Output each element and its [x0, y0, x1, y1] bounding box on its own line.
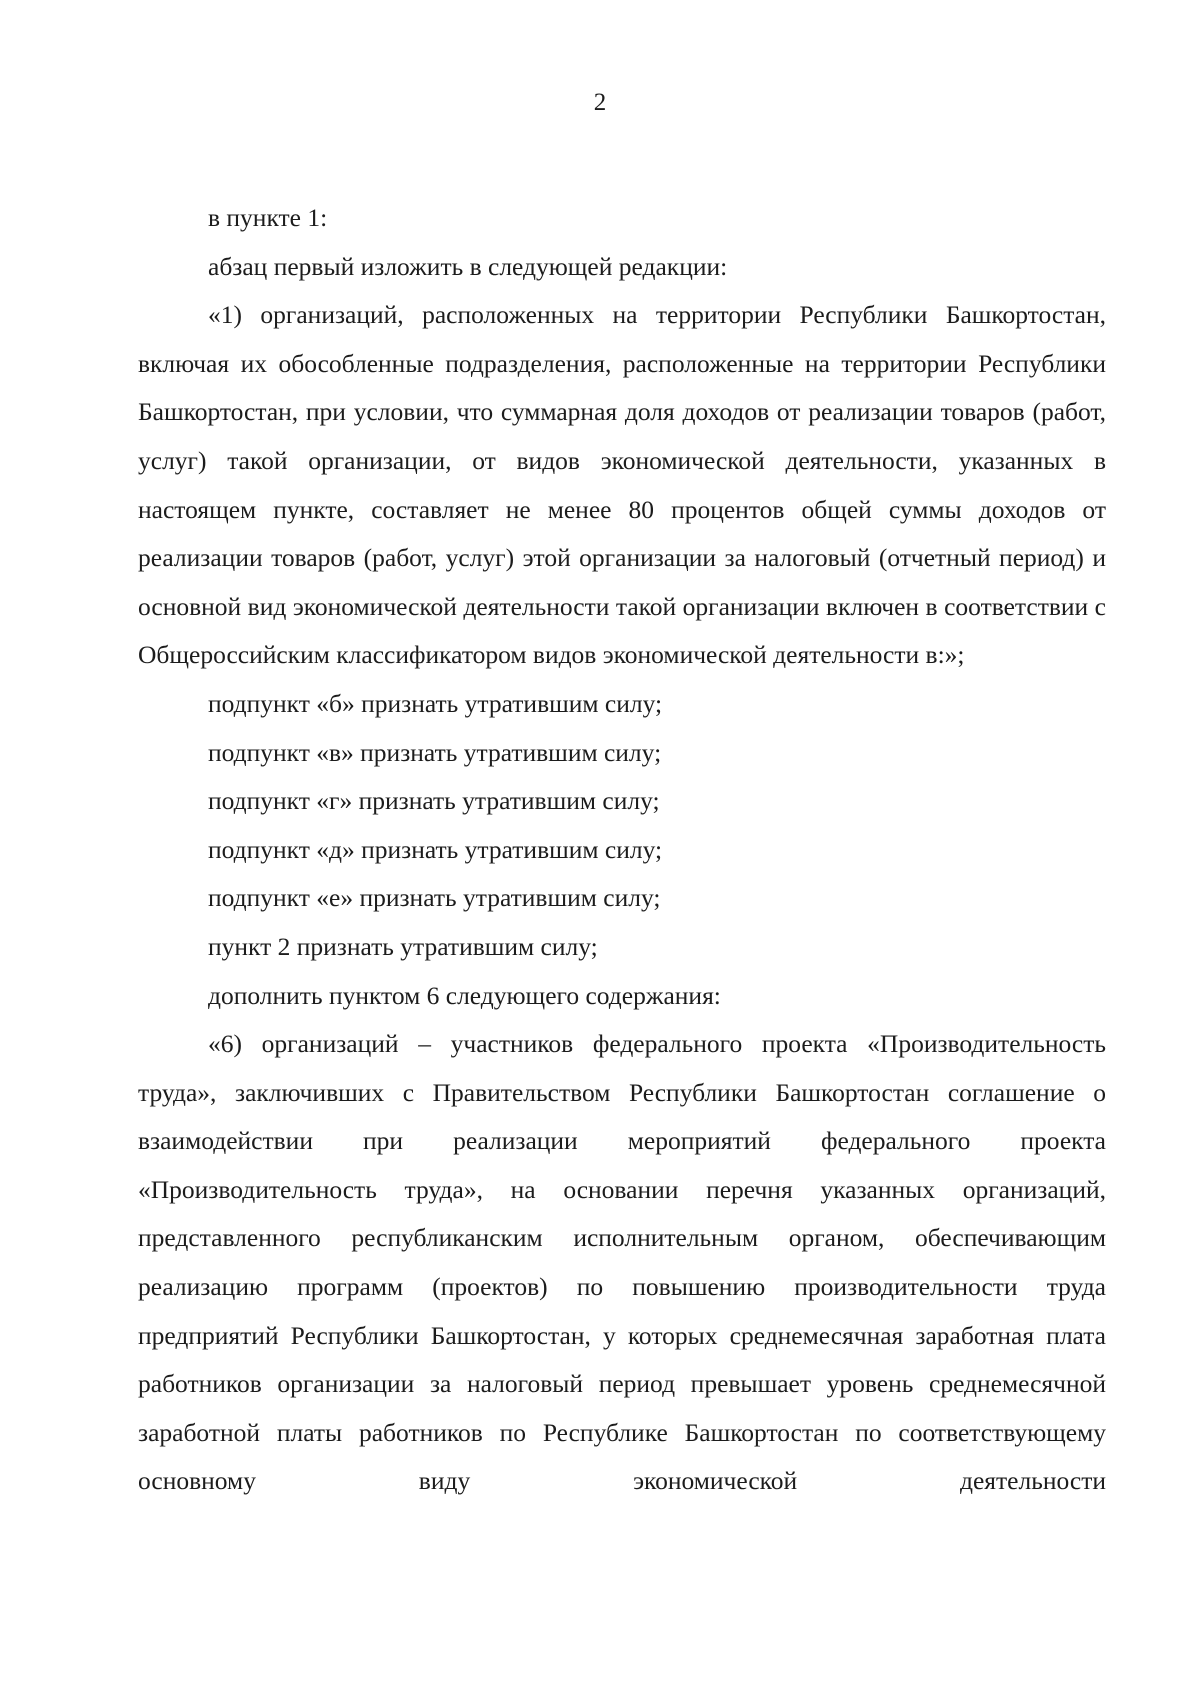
- paragraph-subitem-b: подпункт «б» признать утратившим силу;: [208, 688, 663, 718]
- paragraph-intro-point-1: в пункте 1:: [208, 203, 328, 232]
- paragraph-subitem-e: подпункт «е» признать утратившим силу;: [208, 883, 661, 913]
- page-number: 2: [593, 89, 607, 116]
- paragraph-subitem-v: подпункт «в» признать утратившим силу;: [208, 737, 662, 767]
- paragraph-abzac-first: абзац первый изложить в следующей редакции:: [208, 251, 728, 281]
- paragraph-subitem-g: подпункт «г» признать утратившим силу;: [208, 786, 660, 816]
- paragraph-item-6: «6) организаций – участников федерального проекта «Производительность труда», заключивших с Правительством Республики Башкортостан соглашение о взаимодействии при реализации мероприятий федерального проекта «Производительность труда», на основании перечня указанных организаций, представленного республиканским исполнительным органом, обеспечивающим реализацию программ (проектов) по повышению производительности труда предприятий Республики Башкортостан, у которых среднемесячная заработная плата работников организации за налоговый период превышает уровень среднемесячной заработной платы работников по Республике Башкортостан по соответствующему основному виду экономической деятельности: [138, 1029, 1106, 1496]
- paragraph-add-point-6: дополнить пунктом 6 следующего содержания:: [208, 980, 721, 1010]
- document-body: [138, 194, 1106, 1506]
- paragraph-subitem-d: подпункт «д» признать утратившим силу;: [208, 834, 663, 864]
- paragraph-point-2: пункт 2 признать утратившим силу;: [208, 931, 598, 961]
- paragraph-item-1: «1) организаций, расположенных на территории Республики Башкортостан, включая их обособленные подразделения, расположенные на территории Республики Башкортостан, при условии, что суммарная доля доходов от реализации товаров (работ, услуг) такой организации, от видов экономической деятельности, указанных в настоящем пункте, составляет не менее 80 процентов общей суммы доходов от реализации товаров (работ, услуг) этой организации за налоговый (отчетный период) и основной вид экономической деятельности такой организации включен в соответствии с Общероссийским классификатором видов экономической деятельности в:»;: [138, 300, 1106, 670]
